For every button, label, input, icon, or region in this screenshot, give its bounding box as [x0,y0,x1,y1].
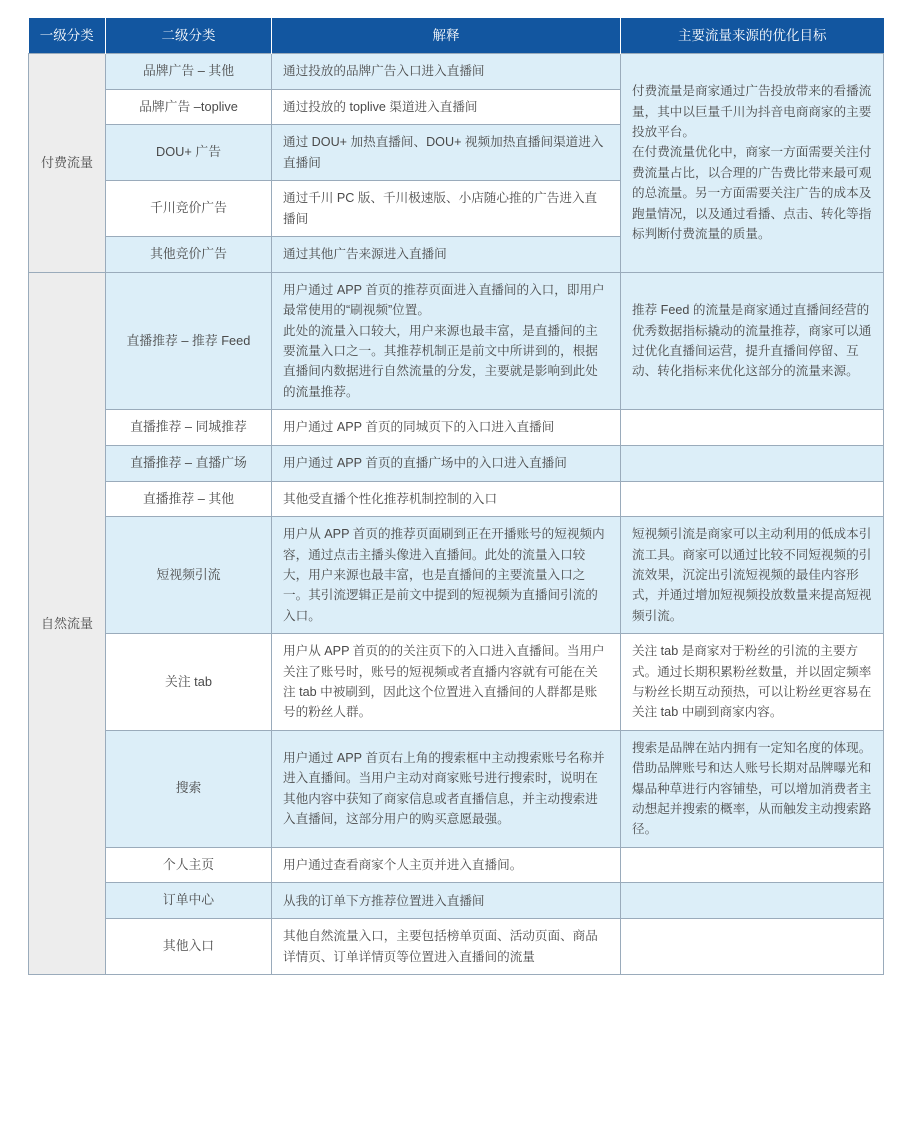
traffic-source-table-container [28,18,883,975]
subcategory-cell: 品牌广告 –toplive [106,89,272,125]
explanation-cell: 用户从 APP 首页的推荐页面刷到正在开播账号的短视频内容，通过点击主播头像进入直播间。此处的流量入口较大，用户来源也最丰富，也是直播间的主要流量入口之一。其引流逻辑正是前文中提到的短视频为直播间引流的入口。 [272,517,621,634]
optimization-goal-cell: 短视频引流是商家可以主动利用的低成本引流工具。商家可以通过比较不同短视频的引流效果，沉淀出引流短视频的最佳内容形式，并通过增加短视频投放数量来提高短视频引流。 [621,517,884,634]
explanation-cell: 其他自然流量入口，主要包括榜单页面、活动页面、商品详情页、订单详情页等位置进入直播间的流量 [272,919,621,975]
subcategory-cell: 其他入口 [106,919,272,975]
table-body [29,54,884,975]
optimization-goal-cell [621,410,884,446]
optimization-goal-cell: 推荐 Feed 的流量是商家通过直播间经营的优秀数据指标撬动的流量推荐，商家可以通过优化直播间运营，提升直播间停留、互动、转化指标来优化这部分的流量来源。 [621,272,884,409]
optimization-goal-cell [621,883,884,919]
table-row [29,445,884,481]
explanation-cell: 通过投放的品牌广告入口进入直播间 [272,54,621,90]
subcategory-cell: 直播推荐 – 其他 [106,481,272,517]
table-row [29,847,884,883]
table-row [29,481,884,517]
explanation-cell: 用户通过 APP 首页的同城页下的入口进入直播间 [272,410,621,446]
optimization-goal-cell: 搜索是品牌在站内拥有一定知名度的体现。借助品牌账号和达人账号长期对品牌曝光和爆品种草进行内容铺垫，可以增加消费者主动想起并搜索的概率，从而触发主动搜索路径。 [621,730,884,847]
subcategory-cell: 直播推荐 – 同城推荐 [106,410,272,446]
explanation-cell: 用户通过查看商家个人主页并进入直播间。 [272,847,621,883]
table-row [29,730,884,847]
table-row [29,634,884,731]
subcategory-cell: 品牌广告 – 其他 [106,54,272,90]
subcategory-cell: 直播推荐 – 推荐 Feed [106,272,272,409]
explanation-cell: 用户通过 APP 首页的推荐页面进入直播间的入口，即用户最常使用的“刷视频”位置。 此处的流量入口较大，用户来源也最丰富，是直播间的主要流量入口之一。其推荐机制正是前文中所讲到的，根据直播间内数据进行自然流量的分发，主要就是影响到此处的流量推荐。 [272,272,621,409]
table-row [29,272,884,409]
column-header-primary-category: 一级分类 [29,18,106,54]
subcategory-cell: 短视频引流 [106,517,272,634]
explanation-cell: 通过其他广告来源进入直播间 [272,237,621,273]
explanation-cell: 通过 DOU+ 加热直播间、DOU+ 视频加热直播间渠道进入直播间 [272,125,621,181]
optimization-goal-cell [621,919,884,975]
subcategory-cell: 千川竞价广告 [106,181,272,237]
explanation-cell: 通过千川 PC 版、千川极速版、小店随心推的广告进入直播间 [272,181,621,237]
subcategory-cell: 个人主页 [106,847,272,883]
optimization-goal-cell [621,847,884,883]
category-cell: 付费流量 [29,54,106,273]
explanation-cell: 从我的订单下方推荐位置进入直播间 [272,883,621,919]
optimization-goal-cell: 关注 tab 是商家对于粉丝的引流的主要方式。通过长期积累粉丝数量，并以固定频率与粉丝长期互动预热，可以让粉丝更容易在关注 tab 中刷到商家内容。 [621,634,884,731]
explanation-cell: 用户从 APP 首页的的关注页下的入口进入直播间。当用户关注了账号时，账号的短视频或者直播内容就有可能在关注 tab 中被刷到，因此这个位置进入直播间的人群都是账号的粉丝人群。 [272,634,621,731]
subcategory-cell: 直播推荐 – 直播广场 [106,445,272,481]
table-row [29,517,884,634]
explanation-cell: 其他受直播个性化推荐机制控制的入口 [272,481,621,517]
column-header-secondary-category: 二级分类 [106,18,272,54]
column-header-optimization-goal: 主要流量来源的优化目标 [621,18,884,54]
table-row [29,410,884,446]
subcategory-cell: 搜索 [106,730,272,847]
optimization-goal-cell: 付费流量是商家通过广告投放带来的看播流量，其中以巨量千川为抖音电商商家的主要投放平台。 在付费流量优化中，商家一方面需要关注付费流量占比，以合理的广告费比带来最可观的总流量。另一方面需要关注广告的成本及跑量情况，以及通过看播、点击、转化等指标判断付费流量的质量。 [621,54,884,273]
category-cell: 自然流量 [29,272,106,974]
explanation-cell: 用户通过 APP 首页的直播广场中的入口进入直播间 [272,445,621,481]
optimization-goal-cell [621,445,884,481]
subcategory-cell: 关注 tab [106,634,272,731]
explanation-cell: 用户通过 APP 首页右上角的搜索框中主动搜索账号名称并进入直播间。当用户主动对商家账号进行搜索时，说明在其他内容中获知了商家信息或者直播信息，并主动搜索进入直播间，这部分用户的购买意愿最强。 [272,730,621,847]
table-row [29,883,884,919]
column-header-explanation: 解释 [272,18,621,54]
explanation-cell: 通过投放的 toplive 渠道进入直播间 [272,89,621,125]
table-header [29,18,884,54]
table-header-row [29,18,884,54]
subcategory-cell: 订单中心 [106,883,272,919]
table-row [29,54,884,90]
subcategory-cell: DOU+ 广告 [106,125,272,181]
subcategory-cell: 其他竞价广告 [106,237,272,273]
optimization-goal-cell [621,481,884,517]
table-row [29,919,884,975]
traffic-source-table [28,18,884,975]
